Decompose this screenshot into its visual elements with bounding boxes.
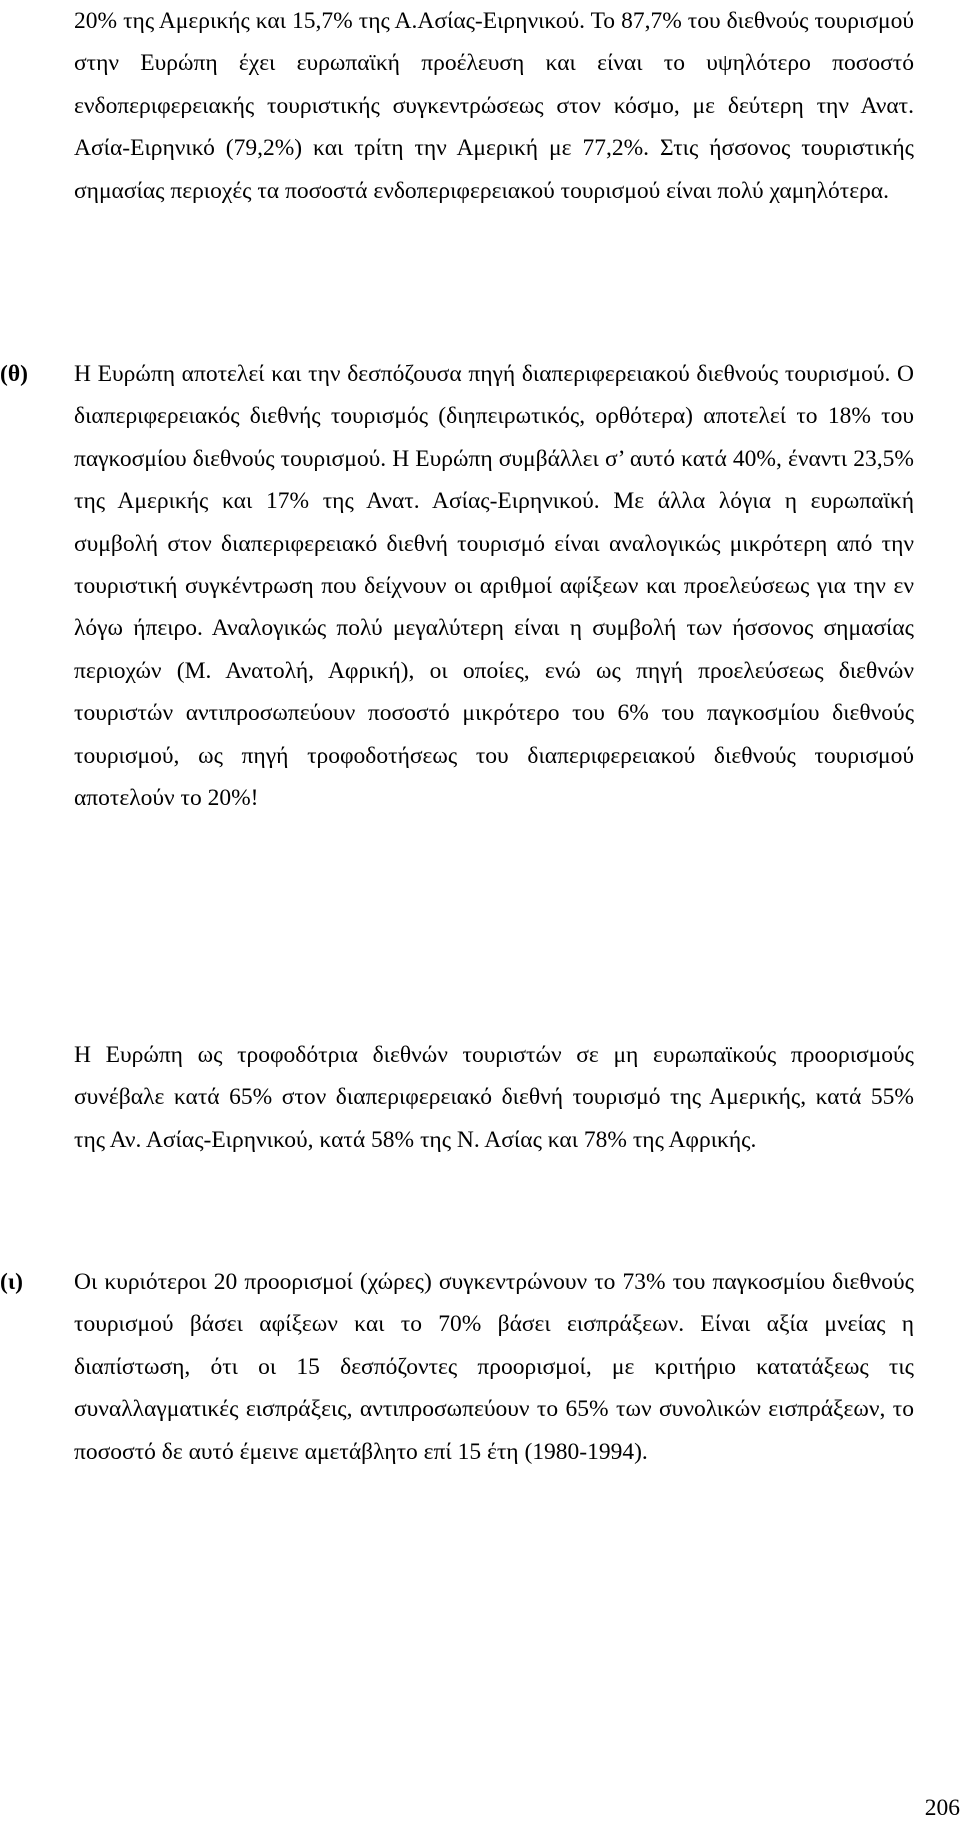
item-label-theta: (θ): [0, 361, 28, 387]
paragraph-iota: Οι κυριότεροι 20 προορισμοί (χώρες) συγκεντρώνουν το 73% του παγκοσμίου διεθνούς τουρισμού βάσει αφίξεων και το 70% βάσει εισπράξεων. Είναι αξία μνείας η διαπίστωση, ότι οι 15 δεσπόζοντες προορισμοί, με κριτήριο κατατάξεως τις συναλλαγματικές εισπράξεις, αντιπροσωπεύουν το 65% των συνολικών εισπράξεων, το ποσοστό δε αυτό έμεινε αμετάβλητο επί 15 έτη (1980-1994).: [74, 1269, 914, 1465]
page-number: 206: [924, 1795, 960, 1821]
paragraph-continuation: 20% της Αμερικής και 15,7% της Α.Ασίας-Ειρηνικού. Το 87,7% του διεθνούς τουρισμού στην Ευρώπη έχει ευρωπαϊκή προέλευση και είναι το υψηλότερο ποσοστό ενδοπεριφερειακής τουριστικής συγκεντρώσεως στον κόσμο, με δεύτερη την Ανατ. Ασία-Ειρηνικό (79,2%) και τρίτη την Αμερική με 77,2%. Στις ήσσονος τουριστικής σημασίας περιοχές τα ποσοστά ενδοπεριφερειακού τουρισμού είναι πολύ χαμηλότερα.: [74, 8, 914, 204]
item-label-iota: (ι): [0, 1269, 23, 1295]
paragraph-europe-feeder: Η Ευρώπη ως τροφοδότρια διεθνών τουριστών σε μη ευρωπαϊκούς προορισμούς συνέβαλε κατά 65% στον διαπεριφερειακό διεθνή τουρισμό της Αμερικής, κατά 55% της Αν. Ασίας-Ειρηνικού, κατά 58% της Ν. Ασίας και 78% της Αφρικής.: [74, 1042, 914, 1153]
paragraph-theta: Η Ευρώπη αποτελεί και την δεσπόζουσα πηγή διαπεριφερειακού διεθνούς τουρισμού. Ο διαπεριφερειακός διεθνής τουρισμός (διηπειρωτικός, ορθότερα) αποτελεί το 18% του παγκοσμίου διεθνούς τουρισμού. Η Ευρώπη συμβάλλει σ’ αυτό κατά 40%, έναντι 23,5% της Αμερικής και 17% της Ανατ. Ασίας-Ειρηνικού. Με άλλα λόγια η ευρωπαϊκή συμβολή στον διαπεριφερειακό διεθνή τουρισμό είναι αναλογικώς μικρότερη από την τουριστική συγκέντρωση που δείχνουν οι αριθμοί αφίξεων και προελεύσεως για την εν λόγω ήπειρο. Αναλογικώς πολύ μεγαλύτερη είναι η συμβολή των ήσσονος σημασίας περιοχών (Μ. Ανατολή, Αφρική), οι οποίες, ενώ ως πηγή προελεύσεως διεθνών τουριστών αντιπροσωπεύουν ποσοστό μικρότερο του 6% του παγκοσμίου διεθνούς τουρισμού, ως πηγή τροφοδοτήσεως του διαπεριφερειακού διεθνούς τουρισμού αποτελούν το 20%!: [74, 361, 914, 812]
